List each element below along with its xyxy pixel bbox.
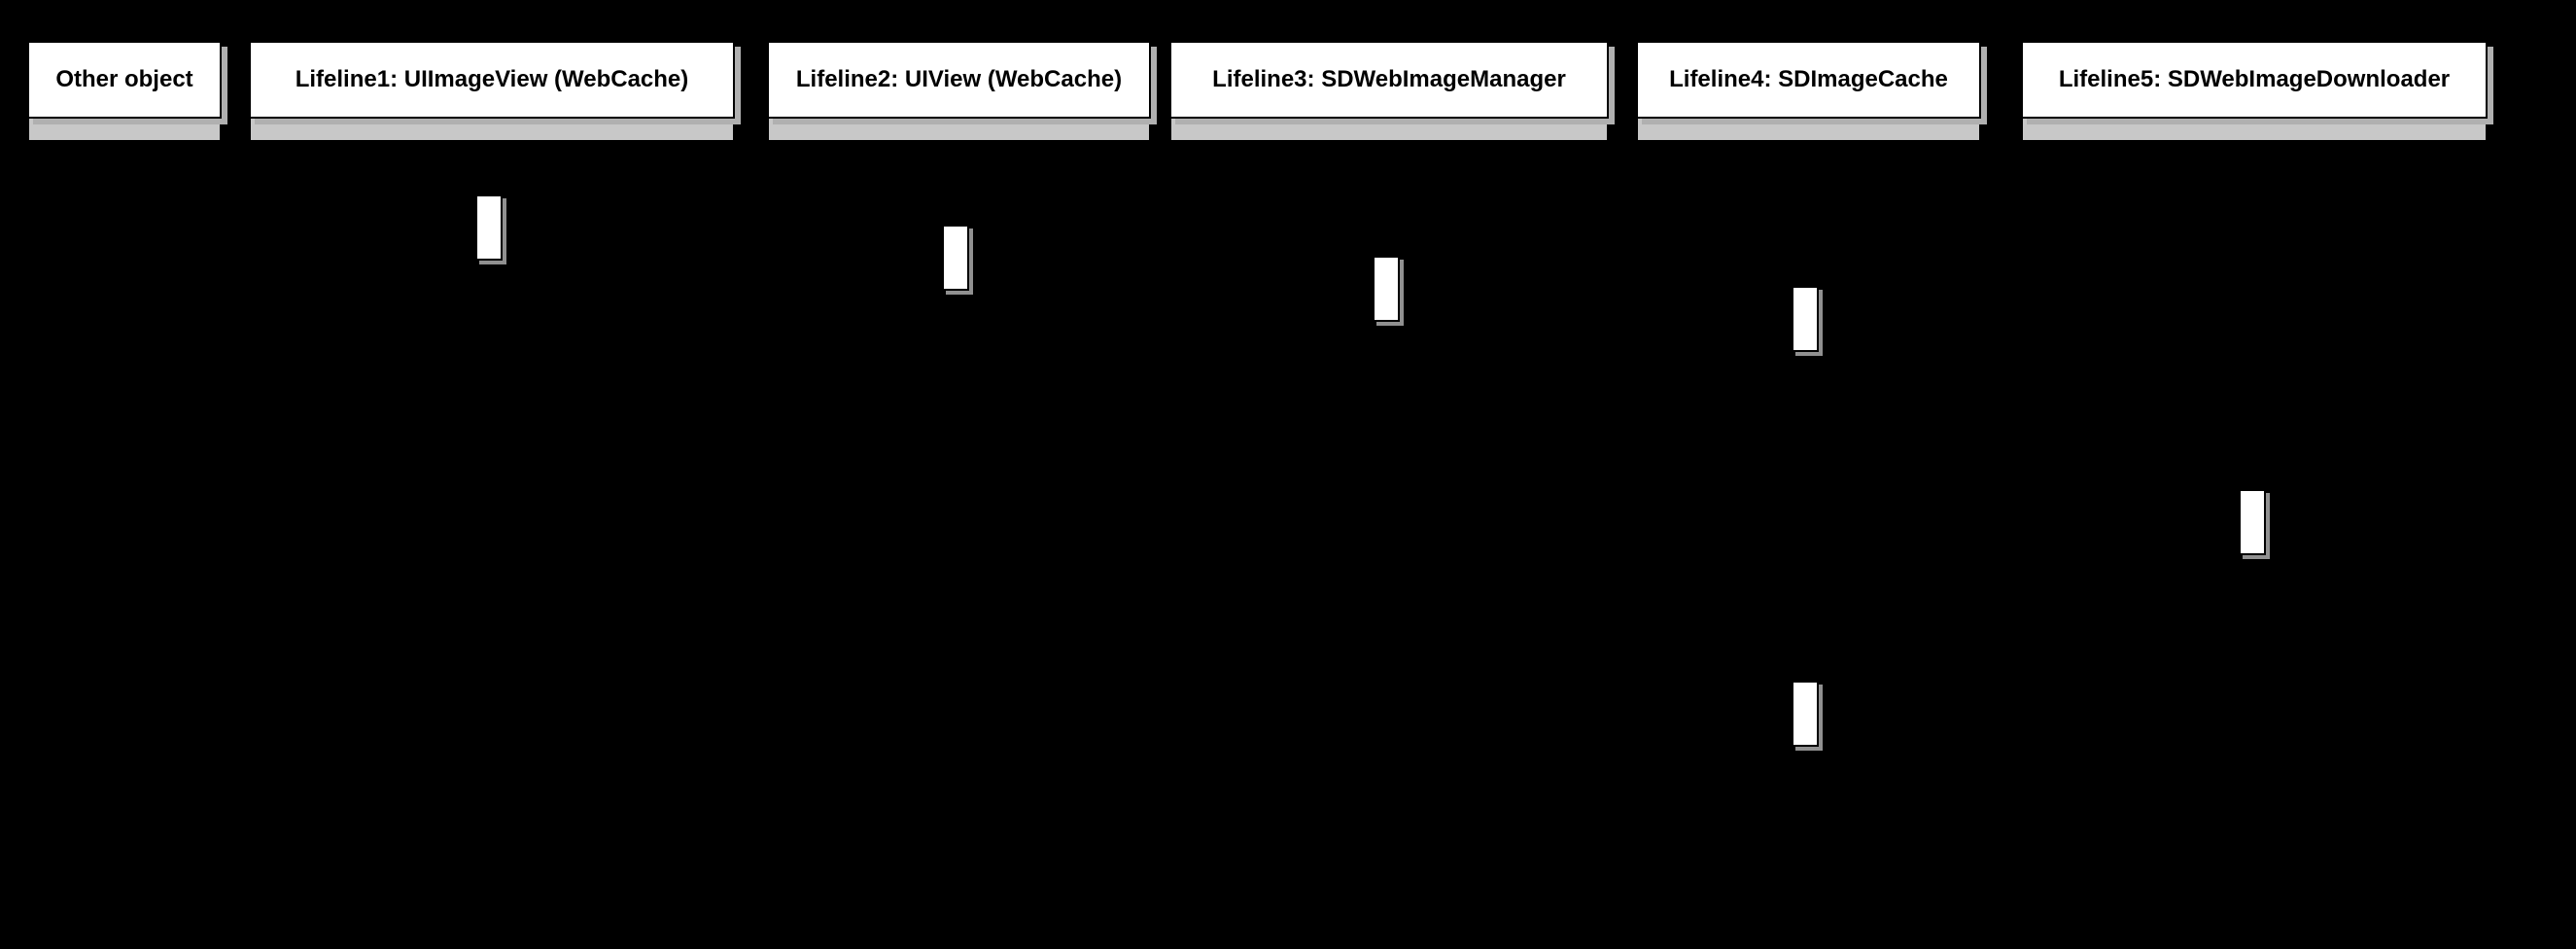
lifeline-line-lifeline4 <box>1807 142 1809 949</box>
lifeline-underbar-lifeline4 <box>1636 117 1981 142</box>
activation-bar-lifeline1[interactable] <box>475 194 503 261</box>
lifeline-label-lifeline3: Lifeline3: SDWebImageManager <box>1212 65 1566 92</box>
lifeline-label-lifeline4: Lifeline4: SDImageCache <box>1669 65 1948 92</box>
lifeline-head-other[interactable] <box>27 41 222 119</box>
lifeline-underbar-lifeline2 <box>767 117 1151 142</box>
activation-bar-lifeline2[interactable] <box>942 225 969 291</box>
activation-bar-lifeline4-second[interactable] <box>1792 681 1819 747</box>
lifeline-head-lifeline2[interactable] <box>767 41 1151 119</box>
activation-bar-lifeline3[interactable] <box>1373 256 1400 322</box>
lifeline-label-lifeline5: Lifeline5: SDWebImageDownloader <box>2058 65 2451 92</box>
lifeline-underbar-other <box>27 117 222 142</box>
activation-bar-lifeline5[interactable] <box>2239 489 2266 555</box>
lifeline-label-lifeline2: Lifeline2: UIView (WebCache) <box>795 65 1123 92</box>
lifeline-line-lifeline1 <box>491 142 493 949</box>
lifeline-label-lifeline1: Lifeline1: UIImageView (WebCache) <box>295 65 689 92</box>
lifeline-underbar-lifeline1 <box>249 117 735 142</box>
lifeline-line-other <box>123 142 125 949</box>
lifeline-head-lifeline4[interactable] <box>1636 41 1981 119</box>
lifeline-underbar-lifeline5 <box>2021 117 2488 142</box>
lifeline-head-lifeline3[interactable] <box>1169 41 1609 119</box>
lifeline-head-lifeline5[interactable] <box>2021 41 2488 119</box>
lifeline-label-other: Other object <box>55 65 193 92</box>
lifeline-head-lifeline1[interactable] <box>249 41 735 119</box>
activation-bar-lifeline4-first[interactable] <box>1792 286 1819 352</box>
lifeline-underbar-lifeline3 <box>1169 117 1609 142</box>
